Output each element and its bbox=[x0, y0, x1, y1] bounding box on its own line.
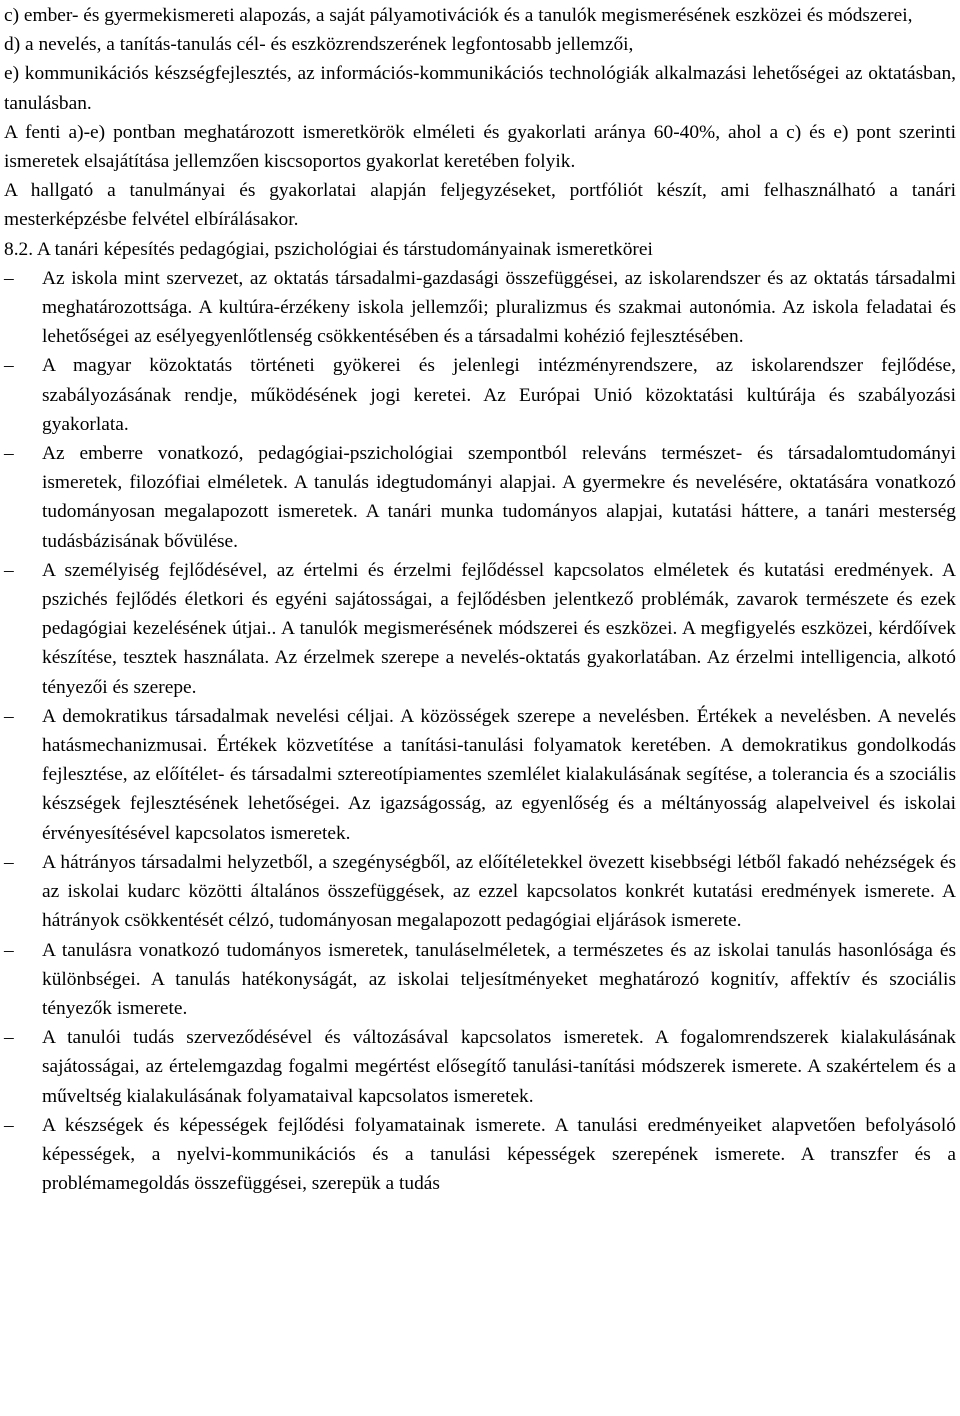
intro-section bbox=[4, 1, 956, 235]
dash-icon: – bbox=[4, 705, 14, 727]
dash-icon: – bbox=[4, 1027, 14, 1049]
list-item bbox=[4, 848, 956, 936]
section-heading: 8.2. A tanári képesítés pedagógiai, pszichológiai és társtudományainak ismeretkörei bbox=[4, 238, 653, 260]
list-item-text: Az iskola mint szervezet, az oktatás társadalmi-gazdasági összefüggései, az iskolarendszer és az oktatás társadalmi meghatározottsága. A kultúra-érzékeny iskola jellemzői; pluralizmus és szakmai autonómia. Az iskola feladatai és lehetőségei az esélyegyenlőtlenség csökkentésében és a társadalmi kohézió fejlesztésében. bbox=[42, 267, 956, 348]
list-item bbox=[4, 439, 956, 556]
list-item bbox=[4, 702, 956, 848]
list-item bbox=[4, 1023, 956, 1111]
dash-icon: – bbox=[4, 559, 14, 581]
list-item-text: A személyiség fejlődésével, az értelmi és érzelmi fejlődéssel kapcsolatos elméletek és kutatási eredmények. A pszichés fejlődés életkori és egyéni sajátosságai, a fejlődésben jelentkező problémák, zavarok természete és ezek pedagógiai kezelésének útjai.. A tanulók megismerésének módszerei és eszközei. A megfigyelés eszközei, kérdőívek készítése, tesztek használata. Az érzelmek szerepe a nevelés-oktatás gyakorlatában. Az érzelmi intelligencia, alkotó tényezői és szerepe. bbox=[42, 559, 956, 698]
list-item bbox=[4, 351, 956, 439]
paragraph-e: e) kommunikációs készségfejlesztés, az információs-kommunikációs technológiák alkalmazási lehetőségei az oktatásban, tanulásban. bbox=[4, 63, 956, 114]
paragraph-d: d) a nevelés, a tanítás-tanulás cél- és eszközrendszerének legfontosabb jellemzői, bbox=[4, 34, 634, 56]
list-item-text: A készségek és képességek fejlődési folyamatainak ismerete. A tanulási eredményeiket alapvetően befolyásoló képességek, a nyelvi-kommunikációs és a tanulási képességek szerepének ismerete. A transzfer és a problémamegoldás összefüggései, szerepük a tudás bbox=[42, 1114, 956, 1195]
list-item-text: A hátrányos társadalmi helyzetből, a szegénységből, az előítéletekkel övezett kisebbségi létből fakadó nehézségek és az iskolai kudarc közötti általános összefüggések, az ezzel kapcsolatos konkrét kutatási eredmények ismerete. A hátrányok csökkentését célzó, tudományosan megalapozott pedagógiai eljárások ismerete. bbox=[42, 851, 956, 932]
dash-icon: – bbox=[4, 1114, 14, 1136]
dash-icon: – bbox=[4, 851, 14, 873]
list-item bbox=[4, 264, 956, 352]
list-item bbox=[4, 936, 956, 1024]
list-item-text: Az emberre vonatkozó, pedagógiai-pszichológiai szempontból releváns természet- és társadalomtudományi ismeretek, filozófiai elméletek. A tanulás idegtudományi alapjai. A gyermekre és nevelésére, oktatására vonatkozó tudományosan megalapozott ismeretek. A tanári munka tudományos alapjai, kutatási háttere, a tanári mesterség tudásbázisának bővülése. bbox=[42, 443, 956, 552]
list-item-text: A magyar közoktatás történeti gyökerei és jelenlegi intézményrendszere, az iskolarendszer fejlődése, szabályozásának rendje, működésének jogi keretei. Az Európai Unió közoktatási kultúrája és szabályozási gyakorlata. bbox=[42, 355, 956, 435]
paragraph-c: c) ember- és gyermekismereti alapozás, a saját pályamotivációk és a tanulók megismerésének eszközei és módszerei, bbox=[4, 5, 913, 26]
bullet-list bbox=[4, 264, 956, 1199]
dash-icon: – bbox=[4, 939, 14, 961]
dash-icon: – bbox=[4, 267, 14, 289]
list-item-text: A demokratikus társadalmak nevelési céljai. A közösségek szerepe a nevelésben. Értékek a nevelésben. A nevelés hatásmechanizmusai. Értékek közvetítése a tanítási-tanulási folyamatok keretében. A demokratikus gondolkodás fejlesztése, az előítélet- és társadalmi sztereotípiamentes szemlélet kialakulásának segítése, a tolerancia és a szociális készségek fejlesztésének lehetőségei. Az igazságosság, az egyenlőség és a méltányosság alapelveivel és iskolai érvényesítésével kapcsolatos ismeretek. bbox=[42, 705, 956, 844]
paragraph-portfolio: A hallgató a tanulmányai és gyakorlatai alapján feljegyzéseket, portfóliót készít, ami felhasználható a tanári mesterképzésbe felvétel elbírálásakor. bbox=[4, 180, 956, 231]
list-item-text: A tanulói tudás szerveződésével és változásával kapcsolatos ismeretek. A fogalomrendszerek kialakulásának sajátosságai, az értelemgazdag fogalmi megértést elősegítő tanulási-tanítási módszerek ismerete. A szakértelem és a műveltség kialakulásának folyamataival kapcsolatos ismeretek. bbox=[42, 1027, 956, 1107]
list-item bbox=[4, 1111, 956, 1199]
paragraph-ratio: A fenti a)-e) pontban meghatározott ismeretkörök elméleti és gyakorlati aránya 60-40%, ahol a c) és e) pont szerinti ismeretek elsajátítása jellemzően kiscsoportos gyakorlat keretében folyik. bbox=[4, 121, 956, 173]
list-item bbox=[4, 556, 956, 702]
dash-icon: – bbox=[4, 355, 14, 377]
dash-icon: – bbox=[4, 443, 14, 465]
list-item-text: A tanulásra vonatkozó tudományos ismeretek, tanuláselméletek, a természetes és az iskolai tanulás hasonlósága és különbségei. A tanulás hatékonyságát, az iskolai teljesítményeket meghatározó kognitív, affektív és szociális tényezők ismerete. bbox=[42, 939, 956, 1019]
